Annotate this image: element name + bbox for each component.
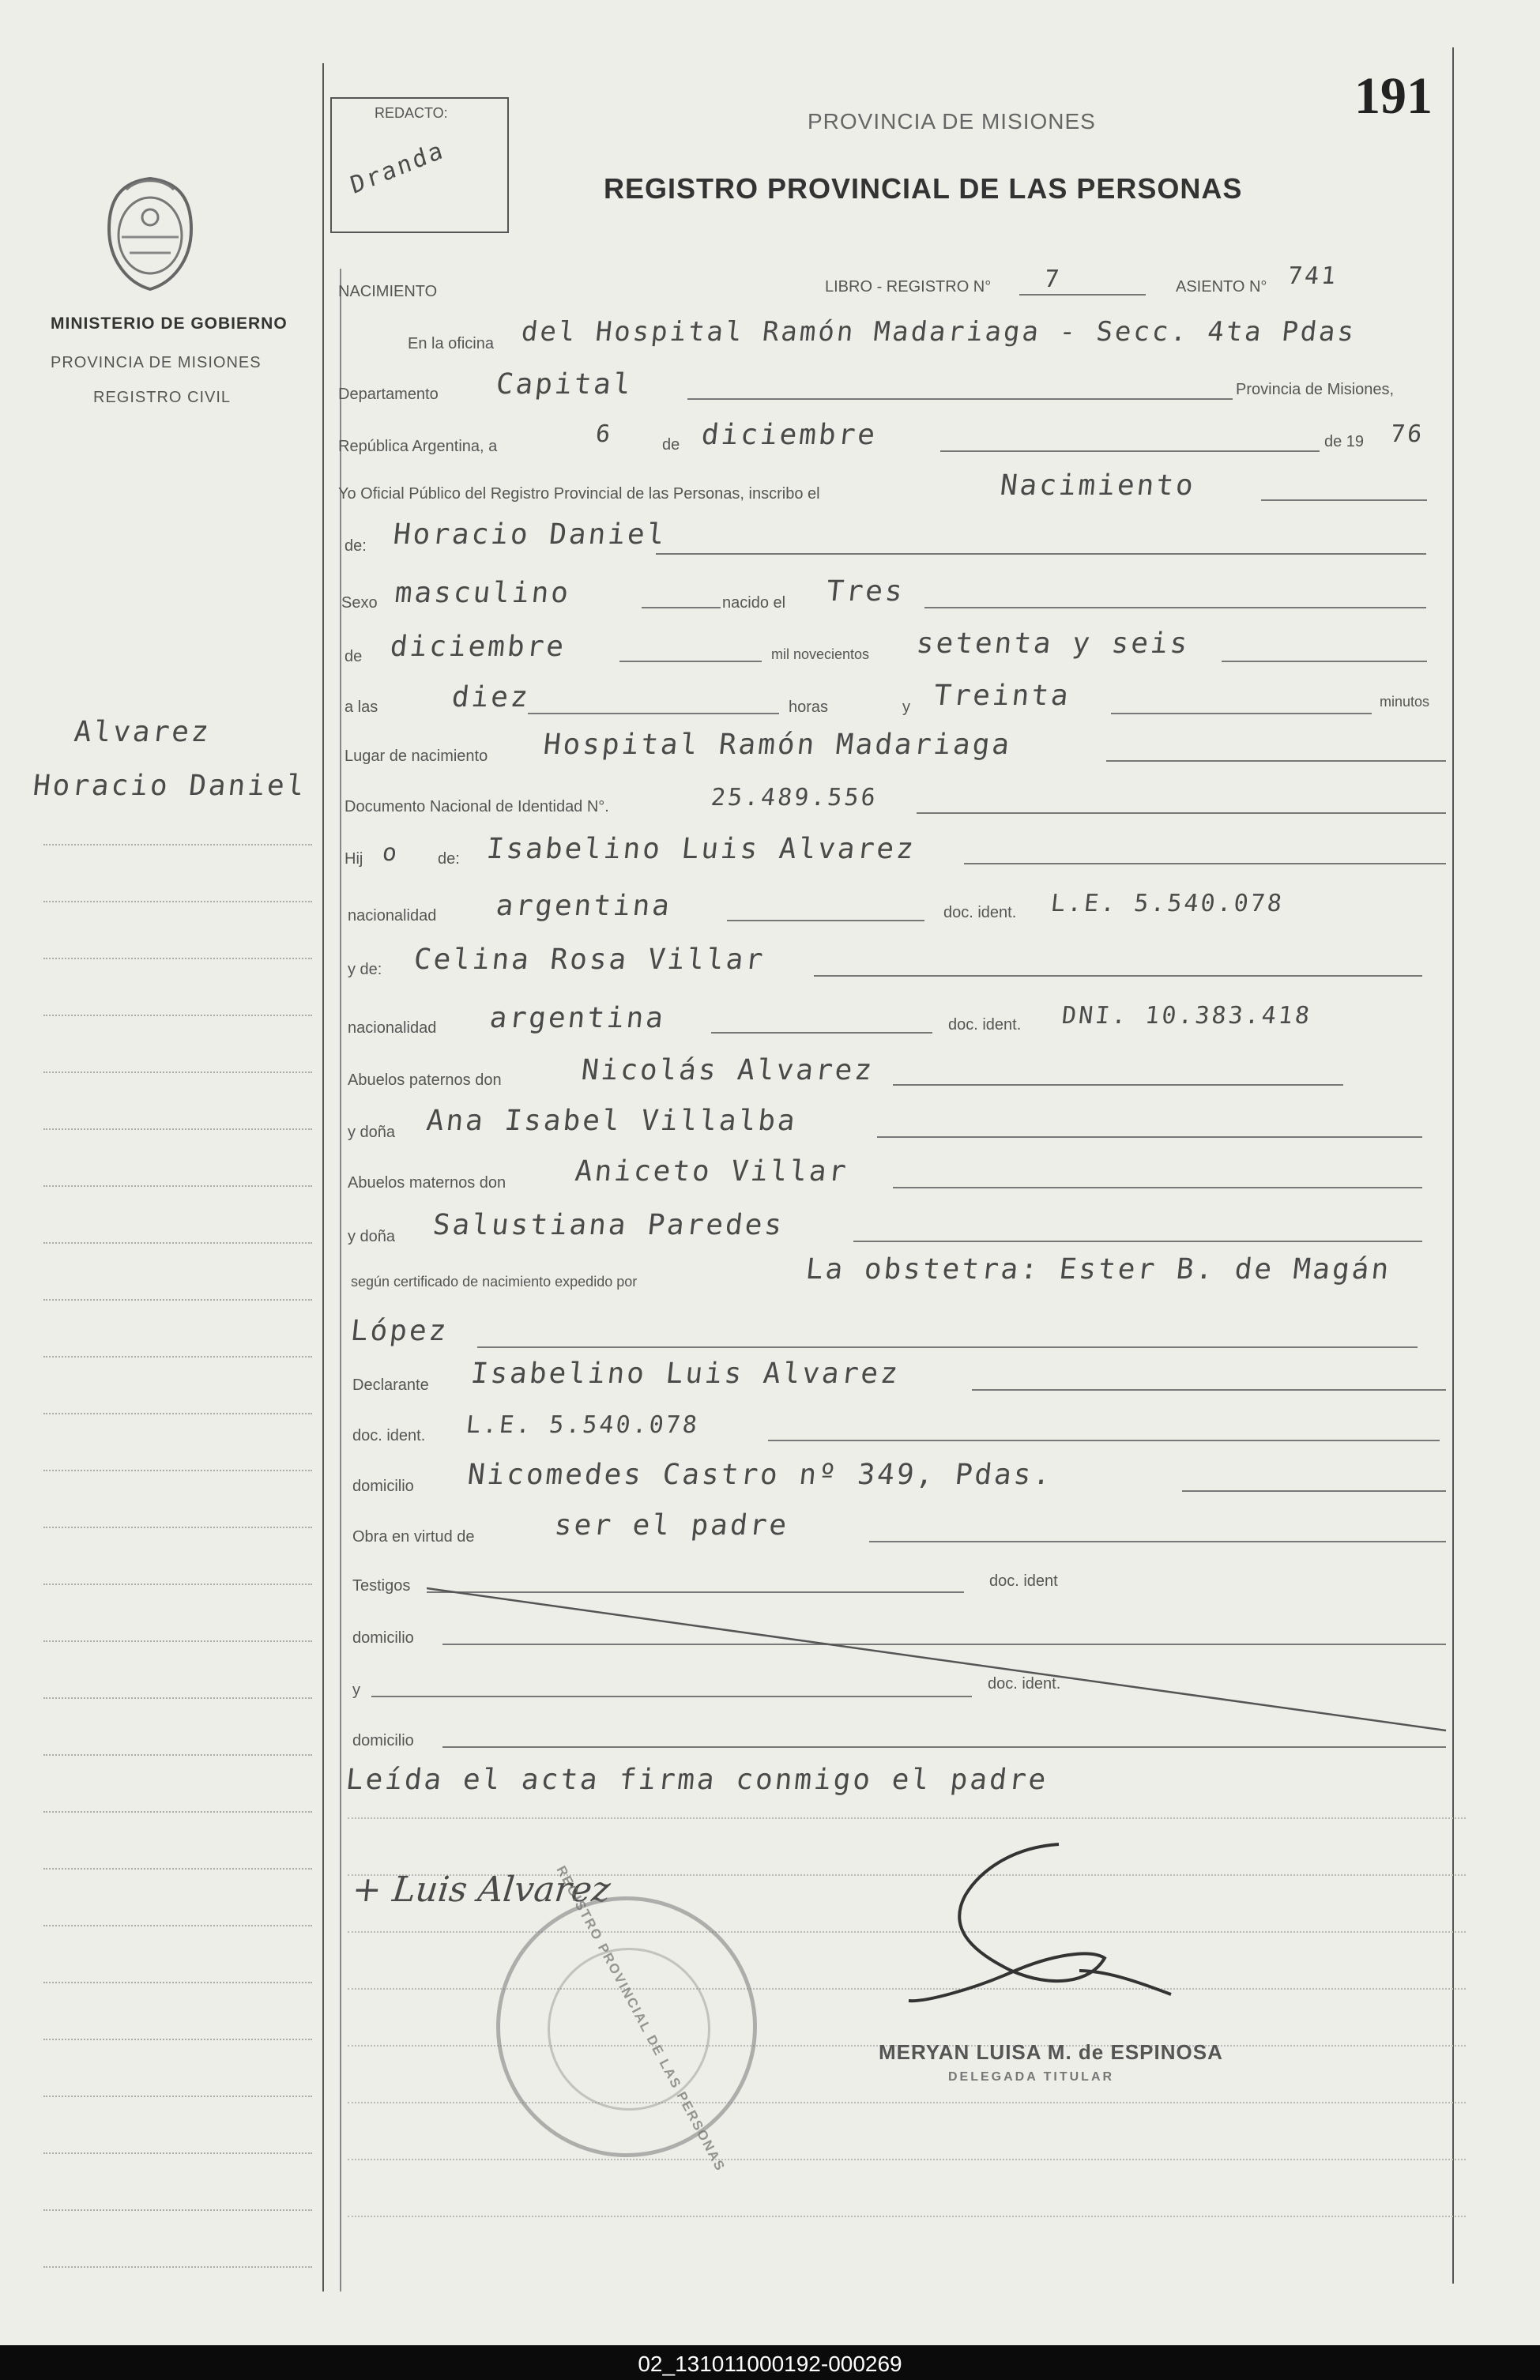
margin-line xyxy=(43,1868,312,1870)
domicilio2-label: domicilio xyxy=(352,1629,414,1647)
underline xyxy=(619,661,762,662)
official-signature xyxy=(893,1832,1193,2021)
madre-doc-value: DNI. 10.383.418 xyxy=(1060,1002,1313,1030)
underline xyxy=(727,920,924,921)
margin-line xyxy=(43,1982,312,1983)
margin-line xyxy=(43,1754,312,1756)
official-stamp xyxy=(496,1863,757,2175)
stamp-inner-ring xyxy=(548,1948,710,2111)
declarante-doc-value: L.E. 5.540.078 xyxy=(465,1411,701,1439)
officer-sub: DELEGADA TITULAR xyxy=(948,2070,1115,2084)
y-dona-mat-label: y doña xyxy=(348,1228,396,1245)
margin-line xyxy=(43,1697,312,1699)
abuela-pat-value: Ana Isabel Villalba xyxy=(424,1105,799,1137)
underline xyxy=(924,607,1426,608)
declarante-value: Isabelino Luis Alvarez xyxy=(469,1358,902,1390)
oficina-label: En la oficina xyxy=(408,335,494,352)
footer-identifier: 02_131011000192-000269 xyxy=(638,2352,902,2376)
y-label: y xyxy=(902,699,910,716)
underline xyxy=(1111,713,1372,714)
margin-line xyxy=(43,1071,312,1073)
madre-doc-label: doc. ident. xyxy=(948,1016,1022,1034)
underline xyxy=(877,1136,1422,1138)
underline xyxy=(1019,294,1146,296)
y2-label: y xyxy=(352,1681,360,1699)
underline xyxy=(442,1746,1446,1748)
padre-value: Isabelino Luis Alvarez xyxy=(484,833,917,865)
madre-value: Celina Rosa Villar xyxy=(412,943,767,976)
abuelo-pat-value: Nicolás Alvarez xyxy=(579,1054,876,1086)
ministry-name: MINISTERIO DE GOBIERNO xyxy=(51,314,288,333)
underline xyxy=(940,450,1320,452)
departamento-label: Departamento xyxy=(338,386,439,403)
testigos-doc-label: doc. ident xyxy=(989,1572,1058,1590)
libro-value: 7 xyxy=(1043,265,1063,293)
mil-label: mil novecientos xyxy=(771,646,870,662)
year-label: de 19 xyxy=(1324,433,1365,450)
cancel-stroke xyxy=(427,1580,1454,1738)
padre-nac-value: argentina xyxy=(494,890,674,922)
margin-surname: Alvarez xyxy=(72,716,213,748)
de2-label: de xyxy=(345,648,363,665)
padre-nac-label: nacionalidad xyxy=(348,907,437,925)
margin-line xyxy=(43,2096,312,2097)
underline xyxy=(768,1440,1440,1441)
dni-label: Documento Nacional de Identidad N°. xyxy=(345,798,609,815)
redacto-label: REDACTO: xyxy=(375,105,448,121)
segun-value-2: López xyxy=(348,1315,450,1347)
underline xyxy=(642,607,721,608)
underline xyxy=(1261,499,1427,501)
underline xyxy=(711,1032,932,1034)
underline xyxy=(656,553,1426,555)
minutos-value: Treinta xyxy=(932,680,1072,712)
horas-label: horas xyxy=(789,699,829,716)
madre-nac-value: argentina xyxy=(488,1002,668,1034)
underline xyxy=(477,1346,1418,1348)
abuelos-mat-label: Abuelos maternos don xyxy=(348,1174,506,1192)
y-de-label: y de: xyxy=(348,961,382,978)
nacido-label: nacido el xyxy=(722,594,786,612)
hijo-de-label: de: xyxy=(438,850,460,868)
padre-doc-value: L.E. 5.540.078 xyxy=(1049,890,1286,917)
month-value: diciembre xyxy=(699,419,879,451)
leida-value: Leída el acta firma conmigo el padre xyxy=(344,1764,1050,1796)
margin-line xyxy=(43,1242,312,1244)
header-title: REGISTRO PROVINCIAL DE LAS PERSONAS xyxy=(604,172,1243,205)
lugar-value: Hospital Ramón Madariaga xyxy=(541,729,1014,761)
margin-line xyxy=(43,2152,312,2154)
domicilio-value: Nicomedes Castro nº 349, Pdas. xyxy=(465,1459,1055,1491)
de-person-value: Horacio Daniel xyxy=(391,518,668,551)
a-las-label: a las xyxy=(345,699,378,716)
margin-line xyxy=(43,901,312,902)
margin-line xyxy=(43,958,312,959)
declarante-label: Declarante xyxy=(352,1376,429,1394)
underline xyxy=(893,1084,1343,1086)
sexo-label: Sexo xyxy=(341,594,378,612)
record-type-label: NACIMIENTO xyxy=(338,283,438,300)
yo-oficial-value: Nacimiento xyxy=(998,469,1197,502)
hora-value: diez xyxy=(450,681,532,714)
margin-line xyxy=(43,1925,312,1926)
left-frame-line xyxy=(322,63,324,2292)
republica-label: República Argentina, a xyxy=(338,438,498,455)
underline xyxy=(814,975,1422,977)
margin-line xyxy=(43,1811,312,1813)
ruled-line xyxy=(348,2216,1466,2217)
underline xyxy=(687,398,1233,400)
departamento-value: Capital xyxy=(494,368,634,401)
inner-frame-line xyxy=(340,269,341,2292)
asiento-value: 741 xyxy=(1286,262,1340,290)
libro-label: LIBRO - REGISTRO N° xyxy=(825,278,992,296)
margin-line xyxy=(43,1527,312,1528)
father-signature: + Luis Alvarez xyxy=(350,1870,612,1910)
ruled-line xyxy=(348,2159,1466,2160)
margin-line xyxy=(43,1584,312,1585)
header-province: PROVINCIA DE MISIONES xyxy=(808,109,1096,134)
abuelo-mat-value: Aniceto Villar xyxy=(573,1155,850,1188)
redacto-box xyxy=(330,97,509,233)
right-frame-line xyxy=(1452,47,1454,2284)
underline xyxy=(853,1241,1422,1242)
redacto-value: Dranda xyxy=(347,135,448,201)
abuelos-pat-label: Abuelos paternos don xyxy=(348,1071,502,1089)
nacido-value: Tres xyxy=(824,575,906,608)
madre-nac-label: nacionalidad xyxy=(348,1019,437,1037)
left-registry: REGISTRO CIVIL xyxy=(93,389,232,406)
officer-name: MERYAN LUISA M. de ESPINOSA xyxy=(879,2040,1223,2064)
testigos-label: Testigos xyxy=(352,1577,411,1595)
underline xyxy=(1182,1490,1446,1492)
ruled-line xyxy=(348,2102,1466,2103)
ruled-line xyxy=(348,1817,1466,1819)
padre-doc-label: doc. ident. xyxy=(943,904,1017,921)
underline xyxy=(1106,760,1446,762)
underline xyxy=(869,1541,1446,1542)
underline xyxy=(1222,661,1427,662)
domicilio-label: domicilio xyxy=(352,1478,414,1495)
underline xyxy=(893,1187,1422,1188)
de-label: de xyxy=(662,436,680,454)
margin-line xyxy=(43,1015,312,1016)
provincia-label: Provincia de Misiones, xyxy=(1236,381,1395,398)
segun-value: La obstetra: Ester B. de Magán xyxy=(804,1253,1393,1286)
margin-line xyxy=(43,2039,312,2040)
underline xyxy=(964,863,1446,864)
sexo-value: masculino xyxy=(393,577,573,609)
margin-line xyxy=(43,1470,312,1471)
margin-line xyxy=(43,1413,312,1414)
declarante-doc-label: doc. ident. xyxy=(352,1427,426,1444)
minutos-label: minutos xyxy=(1380,694,1430,710)
margin-line xyxy=(43,1356,312,1358)
day-value: 6 xyxy=(594,420,614,448)
y-dona-pat-label: y doña xyxy=(348,1124,396,1141)
domicilio3-label: domicilio xyxy=(352,1732,414,1749)
obra-label: Obra en virtud de xyxy=(352,1528,475,1546)
yo-oficial-label: Yo Oficial Público del Registro Provincial de las Personas, inscribo el xyxy=(338,485,820,503)
margin-line xyxy=(43,1185,312,1187)
month2-value: diciembre xyxy=(388,631,568,663)
stamp-text: REGISTRO PROVINCIAL DE LAS PERSONAS xyxy=(553,1863,729,2175)
de-person-label: de: xyxy=(345,537,367,555)
underline xyxy=(972,1389,1446,1391)
page-number: 191 xyxy=(1354,67,1433,125)
margin-line xyxy=(43,2266,312,2268)
margin-line xyxy=(43,1128,312,1130)
obra-value: ser el padre xyxy=(552,1509,791,1542)
segun-label: según certificado de nacimiento expedido por xyxy=(351,1274,638,1290)
asiento-label: ASIENTO N° xyxy=(1176,278,1267,296)
abuela-mat-value: Salustiana Paredes xyxy=(431,1209,786,1241)
margin-line xyxy=(43,2209,312,2211)
dni-value: 25.489.556 xyxy=(710,784,879,812)
mil-value: setenta y seis xyxy=(914,627,1192,660)
oficina-value: del Hospital Ramón Madariaga - Secc. 4ta Pdas xyxy=(519,316,1358,348)
testigos-doc2-label: doc. ident. xyxy=(988,1675,1061,1693)
margin-line xyxy=(43,1640,312,1642)
margin-names: Horacio Daniel xyxy=(31,770,308,802)
lugar-label: Lugar de nacimiento xyxy=(345,748,488,765)
year-value: 76 xyxy=(1389,420,1425,448)
underline xyxy=(528,713,779,714)
left-province: PROVINCIA DE MISIONES xyxy=(51,354,262,371)
hijo-suffix: o xyxy=(381,839,401,867)
underline xyxy=(917,812,1446,814)
margin-line xyxy=(43,844,312,845)
coat-of-arms-icon xyxy=(103,174,198,292)
margin-line xyxy=(43,1299,312,1301)
hijo-label: Hij xyxy=(345,850,363,868)
